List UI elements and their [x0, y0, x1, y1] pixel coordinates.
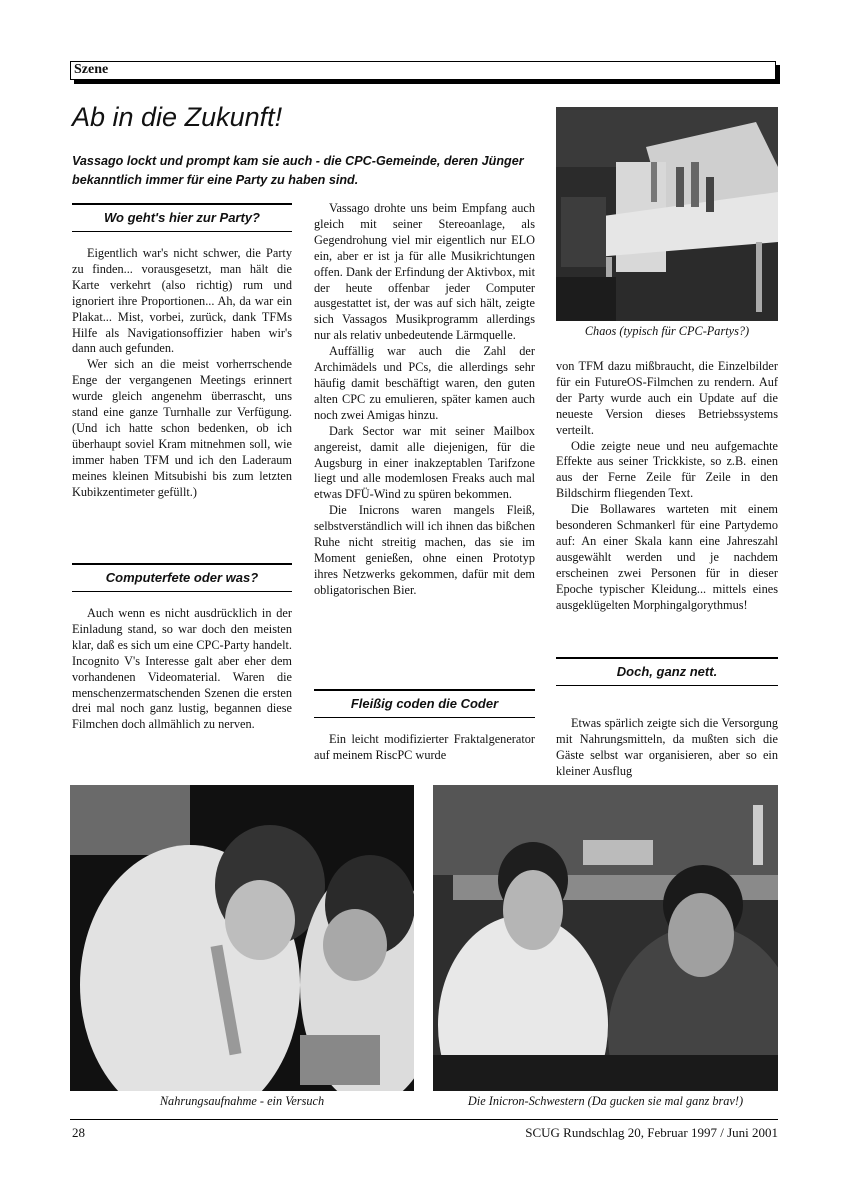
footer-rule: [70, 1119, 778, 1120]
paragraph: Wer sich an die meist vorherrschende Enge der vergangenen Meetings erinnert wurde gleich angenehm überrascht, uns stand eine ganze Turnhalle zur Verfügung. (Und ich hatte schon bedenken, ob ich überhaupt soviel Kram mitnehmen soll, wie immer haben TFM und ich den Laderaum meines kleinen Mitsubishi bis zum letzten Kubikzentimeter gefüllt.): [72, 357, 292, 499]
subheading-party: Wo geht's hier zur Party?: [72, 203, 292, 232]
subheading-coder: Fleißig coden die Coder: [314, 689, 535, 718]
column-2-bottom: [314, 732, 535, 764]
photo-nahrungsaufnahme-image: [70, 785, 414, 1091]
paragraph: Auffällig war auch die Zahl der Archimädels und PCs, die allerdings sehr häufig damit beschäftigt waren, den guten alten CPC zu emulieren, später kamen auch noch zwei Amigas hinzu.: [314, 344, 535, 422]
photo-inicron-schwestern: [433, 785, 778, 1091]
section-label: Szene: [74, 62, 109, 77]
column-2-top: [314, 201, 535, 599]
photo-chaos: [556, 107, 778, 321]
column-3-bottom: [556, 716, 778, 780]
photo-nahrungsaufnahme: [70, 785, 414, 1091]
paragraph: Eigentlich war's nicht schwer, die Party zu finden... vorausgesetzt, man hält die Karte verkehrt (also richtig) rum und ignoriert ihre Proportionen... Ah, da war ein Plakat... Mist, vorbei, zurück, dank TFMs Hilfe als Navigationsoffizier haben wir's dann auch gefunden.: [72, 246, 292, 356]
article-lead: Vassago lockt und prompt kam sie auch - die CPC-Gemeinde, deren Jünger bekanntlich immer für eine Party zu haben sind.: [72, 154, 524, 187]
paragraph: Odie zeigte neue und neu aufgemachte Effekte aus seiner Trickkiste, so z.B. einen aus der Ferne Zeile für Zeile in den Bildschirm fliegenden Text.: [556, 438, 778, 501]
subheading-nett: Doch, ganz nett.: [556, 657, 778, 686]
photo-inicron-schwestern-caption: Die Inicron-Schwestern (Da gucken sie mal ganz brav!): [467, 1094, 744, 1108]
paragraph: Dark Sector war mit seiner Mailbox angereist, damit alle diejenigen, für die Augsburg in einer inakzeptablen Tarifzone liegt und alle modemlosen Freaks auch mal etwas DFÜ-Wind zu spüren bekommen.: [314, 423, 535, 502]
paragraph: Etwas spärlich zeigte sich die Versorgung mit Nahrungsmitteln, da mußten sich die Gäste selbst war organisieren, aber so ein kleiner Ausflug: [556, 716, 778, 778]
paragraph: Ein leicht modifizierter Fraktalgenerator auf meinem RiscPC wurde: [314, 732, 535, 762]
photo-chaos-caption: Chaos (typisch für CPC-Partys?): [584, 324, 750, 338]
paragraph: Auch wenn es nicht ausdrücklich in der Einladung stand, so war doch den meisten klar, daß es sich um eine CPC-Party handelt. Incognito V's Interesse galt aber eher dem vorhandenen Videomaterial. Waren die menschenzermatschenden Szenen die ersten drei mal noch ganz lustig, begannen diese Filmchen doch allmählich zu nerven.: [72, 606, 292, 732]
photo-inicron-schwestern-image: [433, 785, 778, 1091]
paragraph: Die Bollawares warteten mit einem besonderen Schmankerl für eine Partydemo auf: An einer Skala kann eine Jahreszahl ausgewählt werden und je nachdem erscheinen zwei Personen für in dieser Epoche typischer Kleidung... mittels eines ausgeklügelten Morphingalgorythmus!: [556, 502, 778, 612]
column-3-top: [556, 359, 778, 614]
paragraph: Vassago drohte uns beim Empfang auch gleich mit seiner Stereoanlage, als Gegendrohung viel mir eigentlich nur ELO ein, aber er ist ja für alle Musikrichtungen offen. Dank der Erfindung der Aktivbox, mit der heute offenbar jeder Computer ausgestattet ist, der was auf sich hält, zeigte sich Vassagos Musikprogramm allerdings nur als relativ unbedeutende Lärmquelle.: [314, 201, 535, 343]
photo-chaos-image: [556, 107, 778, 321]
article-title: Ab in die Zukunft!: [72, 102, 283, 132]
paragraph: von TFM dazu mißbraucht, die Einzelbilder für ein FutureOS-Filmchen zu rendern. Auf der Party wurde auch ein Update auf die neueste Version dieses Betriebssystems verteilt.: [556, 359, 778, 437]
photo-nahrungsaufnahme-caption: Nahrungsaufnahme - ein Versuch: [159, 1094, 325, 1108]
column-1-bottom: [72, 606, 292, 733]
paragraph: Die Inicrons waren mangels Fleiß, selbstverständlich will ich ihnen das bißchen Ruhe nicht streitig machen, das sie im Moment genießen, ohne einen Prototyp ihres Netzwerks gekommen, dafür mit dem obligatorischen Bier.: [314, 503, 535, 597]
section-tag: [70, 61, 776, 80]
publication-info: SCUG Rundschlag 20, Februar 1997 / Juni 2001: [525, 1125, 778, 1140]
subheading-computerfete: Computerfete oder was?: [72, 563, 292, 592]
column-1-top: [72, 246, 292, 501]
page-number: 28: [72, 1125, 85, 1140]
